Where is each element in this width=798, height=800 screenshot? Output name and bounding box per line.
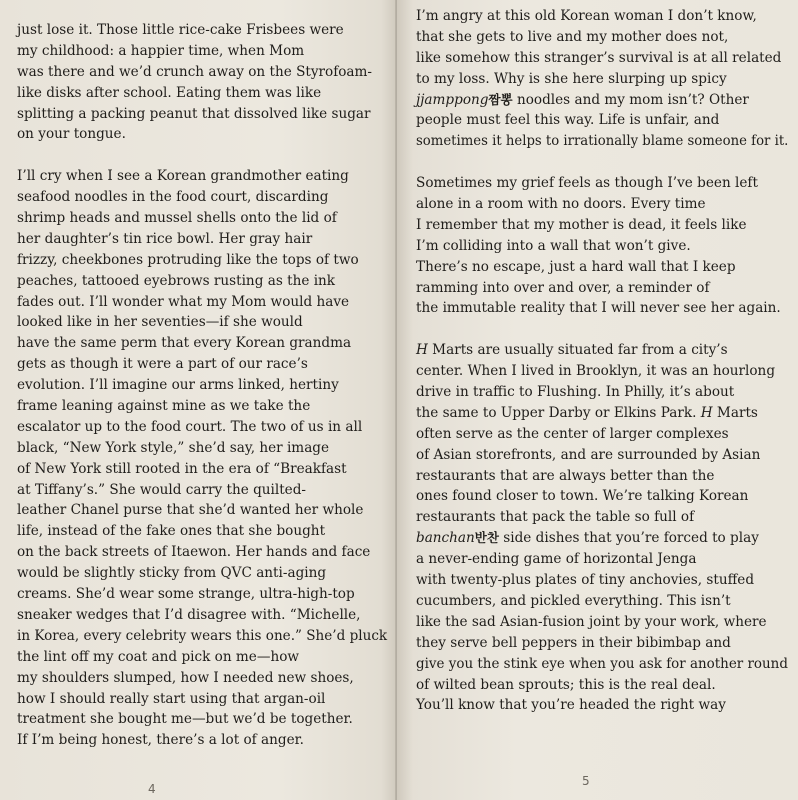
text-line: looked like in her seventies—if she would: [17, 314, 303, 331]
text-line: of wilted bean sprouts; this is the real deal.: [416, 676, 716, 693]
text-fragment: side dishes that you’re forced to play: [498, 530, 759, 547]
text-line: a never-ending game of horizontal Jenga: [416, 551, 697, 568]
text-line: If I’m being honest, there’s a lot of anger.: [17, 732, 304, 749]
text-line: was there and we’d crunch away on the Styrofoam-: [17, 63, 373, 80]
right-page: [397, 0, 798, 800]
korean-word: 짬뽕: [488, 91, 513, 107]
text-line: the lint off my coat and pick on me—how: [17, 648, 300, 665]
text-line: of New York still rooted in the era of “Breakfast: [17, 460, 347, 477]
text-line: center. When I lived in Brooklyn, it was an hourlong: [416, 363, 776, 380]
left-paragraph-2: [17, 166, 397, 751]
text-line: on the back streets of Itaewon. Her hands and face: [17, 544, 371, 561]
text-line: evolution. I’ll imagine our arms linked, hertiny: [17, 377, 339, 394]
text-line: like disks after school. Eating them was like: [17, 84, 322, 101]
text-line: my shoulders slumped, how I needed new shoes,: [17, 669, 354, 686]
text-line: ramming into over and over, a reminder of: [416, 279, 710, 296]
text-line: escalator up to the food court. The two of us in all: [17, 418, 363, 435]
text-line: frizzy, cheekbones protruding like the tops of two: [17, 251, 359, 268]
text-line: have the same perm that every Korean grandma: [17, 335, 352, 352]
text-fragment: noodles and my mom isn’t? Other: [512, 91, 749, 108]
text-line: cucumbers, and pickled everything. This isn’t: [416, 592, 731, 609]
text-line: [416, 340, 798, 361]
text-line: her daughter’s tin rice bowl. Her gray hair: [17, 230, 313, 247]
left-page-text: [17, 20, 397, 751]
text-line: I’m colliding into a wall that won’t give.: [416, 237, 691, 254]
italic-word: jjamppong: [416, 91, 489, 108]
italic-word: banchan: [416, 530, 475, 547]
text-line: frame leaning against mine as we take the: [17, 398, 311, 415]
text-line: black, “New York style,” she’d say, her image: [17, 439, 330, 456]
italic-word: H: [700, 404, 713, 421]
text-line: restaurants that pack the table so full of: [416, 509, 695, 526]
text-line: how I should really start using that argan-oil: [17, 690, 326, 707]
text-line: like somehow this stranger’s survival is at all related: [416, 49, 782, 66]
text-line: I’ll cry when I see a Korean grandmother eating: [17, 168, 349, 185]
text-line: gets as though it were a part of our race’s: [17, 356, 308, 373]
text-line: life, instead of the fake ones that she bought: [17, 523, 326, 540]
text-line: they serve bell peppers in their bibimbap and: [416, 634, 731, 651]
text-line: to my loss. Why is she here slurping up spicy: [416, 70, 727, 87]
text-line: I’m angry at this old Korean woman I don’t know,: [416, 8, 757, 24]
italic-word: H: [416, 342, 428, 359]
text-line: at Tiffany’s.” She would carry the quilted-: [17, 481, 307, 498]
text-line: that she gets to live and my mother does not,: [416, 28, 729, 45]
text-line: like the sad Asian-fusion joint by your work, where: [416, 613, 767, 630]
page-number-right: 5: [582, 774, 590, 788]
text-line: often serve as the center of larger complexes: [416, 425, 729, 442]
paragraph-gap: [17, 145, 397, 166]
left-paragraph-1: [17, 20, 397, 145]
text-line: leather Chanel purse that she’d wanted her whole: [17, 502, 364, 519]
paragraph-gap: [416, 319, 798, 340]
text-line: people must feel this way. Life is unfair, and: [416, 112, 720, 129]
text-line: [416, 528, 798, 549]
text-line: would be slightly sticky from QVC anti-aging: [17, 565, 327, 582]
right-paragraph-3: [416, 340, 798, 716]
text-line: [416, 90, 798, 111]
text-line: peaches, tattooed eyebrows rusting as the ink: [17, 272, 336, 289]
text-line: ones found closer to town. We’re talking Korean: [416, 488, 749, 505]
text-line: alone in a room with no doors. Every time: [416, 196, 706, 213]
left-page: [0, 0, 397, 800]
page-number-left: 4: [148, 782, 156, 796]
text-line: drive in traffic to Flushing. In Philly, it’s about: [416, 384, 735, 401]
text-line: shrimp heads and mussel shells onto the lid of: [17, 210, 337, 227]
text-line: There’s no escape, just a hard wall that I keep: [416, 258, 736, 275]
text-fragment: Marts are usually situated far from a city’s: [427, 342, 728, 359]
text-line: Sometimes my grief feels as though I’ve been left: [416, 175, 758, 192]
text-line: treatment she bought me—but we’d be together.: [17, 711, 353, 728]
right-paragraph-1: [416, 6, 798, 152]
text-line: on your tongue.: [17, 126, 126, 143]
right-page-text: [416, 6, 798, 716]
text-line: in Korea, every celebrity wears this one.” She’d pluck: [17, 627, 388, 644]
text-line: seafood noodles in the food court, discarding: [17, 189, 329, 206]
text-line: my childhood: a happier time, when Mom: [17, 42, 305, 59]
text-line: the immutable reality that I will never see her again.: [416, 300, 781, 317]
text-line: give you the stink eye when you ask for another round: [416, 655, 788, 672]
text-line: of Asian storefronts, and are surrounded by Asian: [416, 446, 761, 463]
text-line: You’ll know that you’re headed the right way: [416, 697, 726, 714]
text-fragment: the same to Upper Darby or Elkins Park.: [416, 404, 701, 421]
text-line: with twenty-plus plates of tiny anchovies, stuffed: [416, 572, 755, 589]
paragraph-gap: [416, 152, 798, 173]
text-line: I remember that my mother is dead, it feels like: [416, 216, 747, 233]
text-line: [416, 403, 798, 424]
text-line: fades out. I’ll wonder what my Mom would have: [17, 293, 350, 310]
text-line: splitting a packing peanut that dissolved like sugar: [17, 105, 371, 122]
text-fragment: Marts: [712, 404, 758, 421]
right-paragraph-2: [416, 173, 798, 319]
text-line: sneaker wedges that I’d disagree with. “Michelle,: [17, 606, 361, 623]
text-line: sometimes it helps to irrationally blame someone for it.: [416, 133, 789, 150]
text-line: just lose it. Those little rice-cake Frisbees were: [17, 22, 344, 38]
korean-word: 반찬: [474, 530, 499, 546]
text-line: creams. She’d wear some strange, ultra-high-top: [17, 586, 355, 603]
text-line: restaurants that are always better than the: [416, 467, 715, 484]
